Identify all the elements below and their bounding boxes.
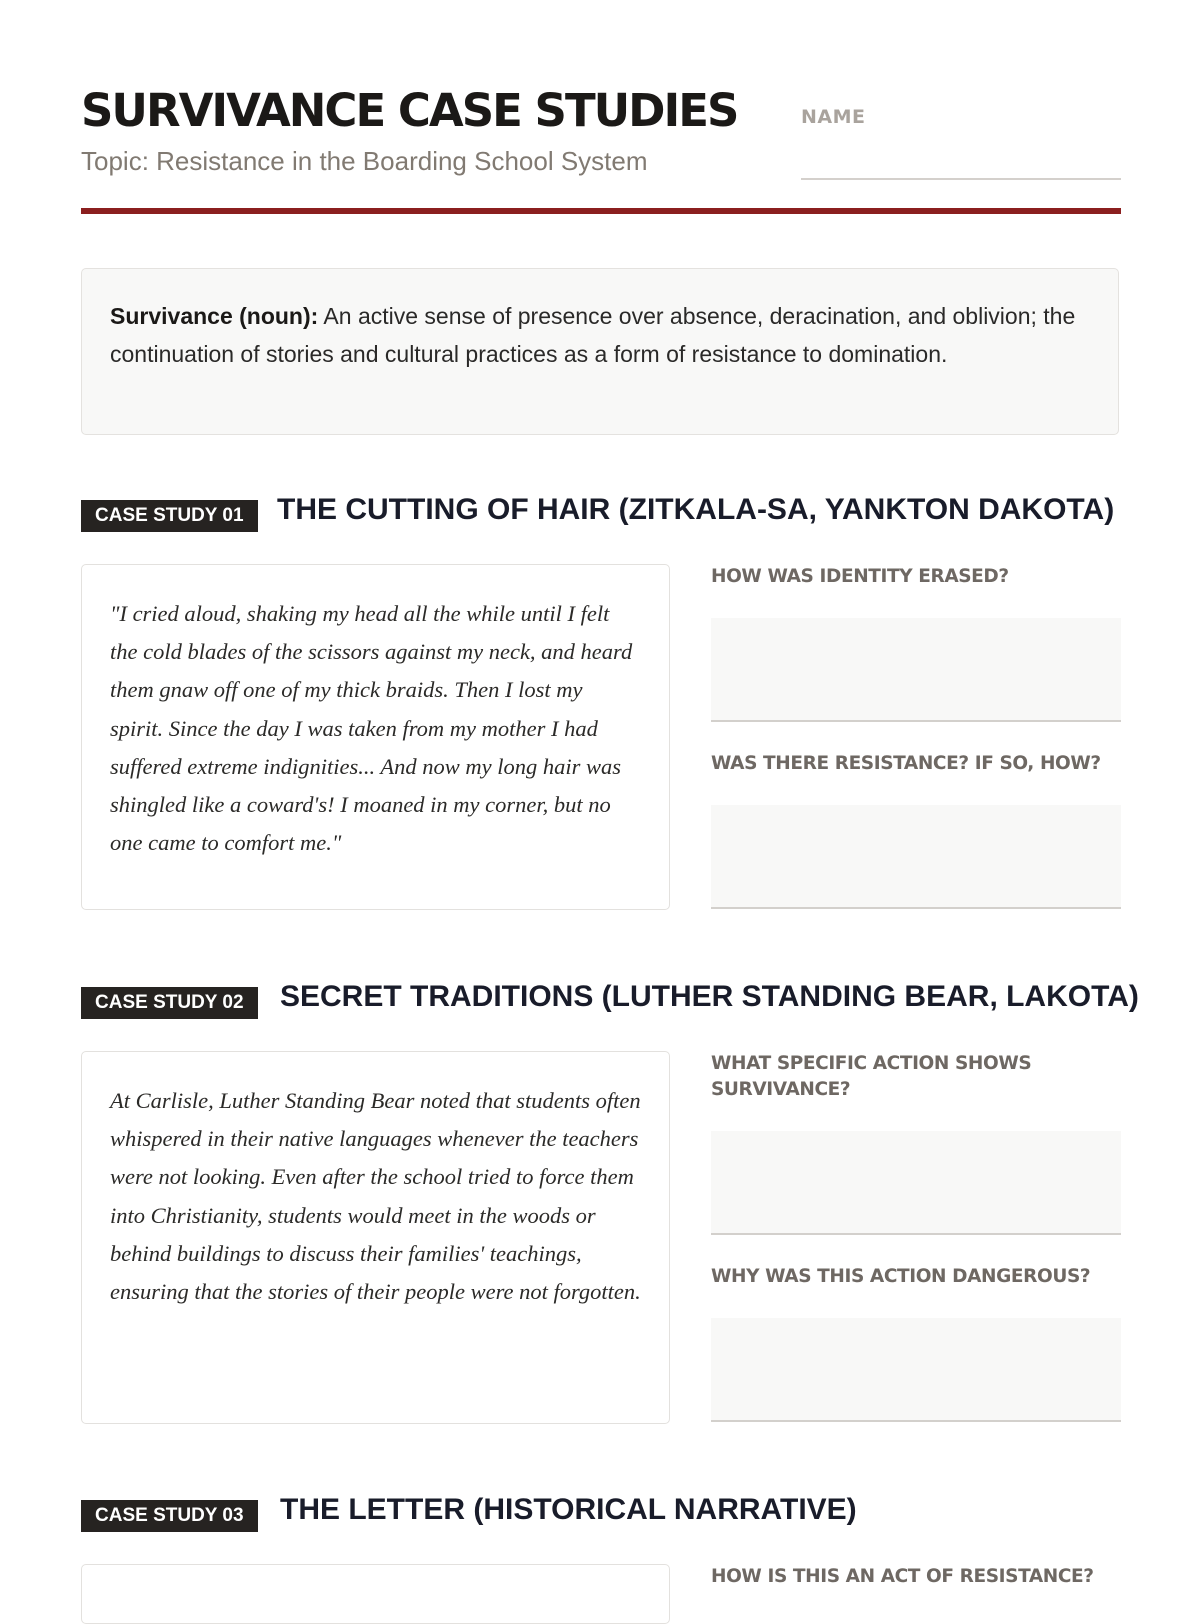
- question-label: HOW WAS IDENTITY ERASED?: [711, 566, 1009, 587]
- question-label: WAS THERE RESISTANCE? IF SO, HOW?: [711, 753, 1101, 774]
- case-study-badge: CASE STUDY 02: [81, 987, 258, 1019]
- case-study-quote: At Carlisle, Luther Standing Bear noted that students often whispered in their native languages whenever the teachers were not looking. Even after the school tried to force them into Christianity, students would meet in the woods or behind buildings to discuss their families' teachings, ensuring that the stories of their people were not forgotten.: [81, 1051, 670, 1424]
- question-label: WHY WAS THIS ACTION DANGEROUS?: [711, 1266, 1091, 1287]
- question-label: HOW IS THIS AN ACT OF RESISTANCE?: [711, 1566, 1094, 1587]
- definition-box: [81, 268, 1119, 435]
- page-title: SURVIVANCE CASE STUDIES: [81, 84, 738, 137]
- case-study-title: SECRET TRADITIONS (LUTHER STANDING BEAR, LAKOTA): [280, 980, 1139, 1013]
- definition-term: Survivance (noun):: [110, 303, 319, 329]
- case-study-title: THE CUTTING OF HAIR (ZITKALA-SA, YANKTON DAKOTA): [277, 493, 1115, 526]
- case-study-title: THE LETTER (HISTORICAL NARRATIVE): [280, 1493, 857, 1526]
- case-study-badge: CASE STUDY 03: [81, 1500, 258, 1532]
- answer-field[interactable]: [711, 1131, 1121, 1235]
- header-divider: [81, 208, 1121, 214]
- answer-field[interactable]: [711, 618, 1121, 722]
- name-input-line[interactable]: [801, 178, 1121, 180]
- definition-text: An active sense of presence over absence, deracination, and oblivion; the continuation of stories and cultural practices as a form of resistance to domination.: [110, 303, 1076, 367]
- case-study-badge: CASE STUDY 01: [81, 500, 258, 532]
- worksheet-header: [81, 84, 1121, 216]
- case-study-quote: "I cried aloud, shaking my head all the while until I felt the cold blades of the scissors against my neck, and heard them gnaw off one of my thick braids. Then I lost my spirit. Since the day I was taken from my mother I had suffered extreme indignities... And now my long hair was shingled like a coward's! I moaned in my corner, but no one came to comfort me.": [81, 564, 670, 910]
- name-label: NAME: [801, 106, 866, 128]
- case-study-quote: [81, 1564, 670, 1624]
- answer-field[interactable]: [711, 805, 1121, 909]
- question-label: WHAT SPECIFIC ACTION SHOWS SURVIVANCE?: [711, 1053, 1032, 1100]
- answer-field[interactable]: [711, 1318, 1121, 1422]
- topic-subtitle: Topic: Resistance in the Boarding School System: [81, 146, 648, 176]
